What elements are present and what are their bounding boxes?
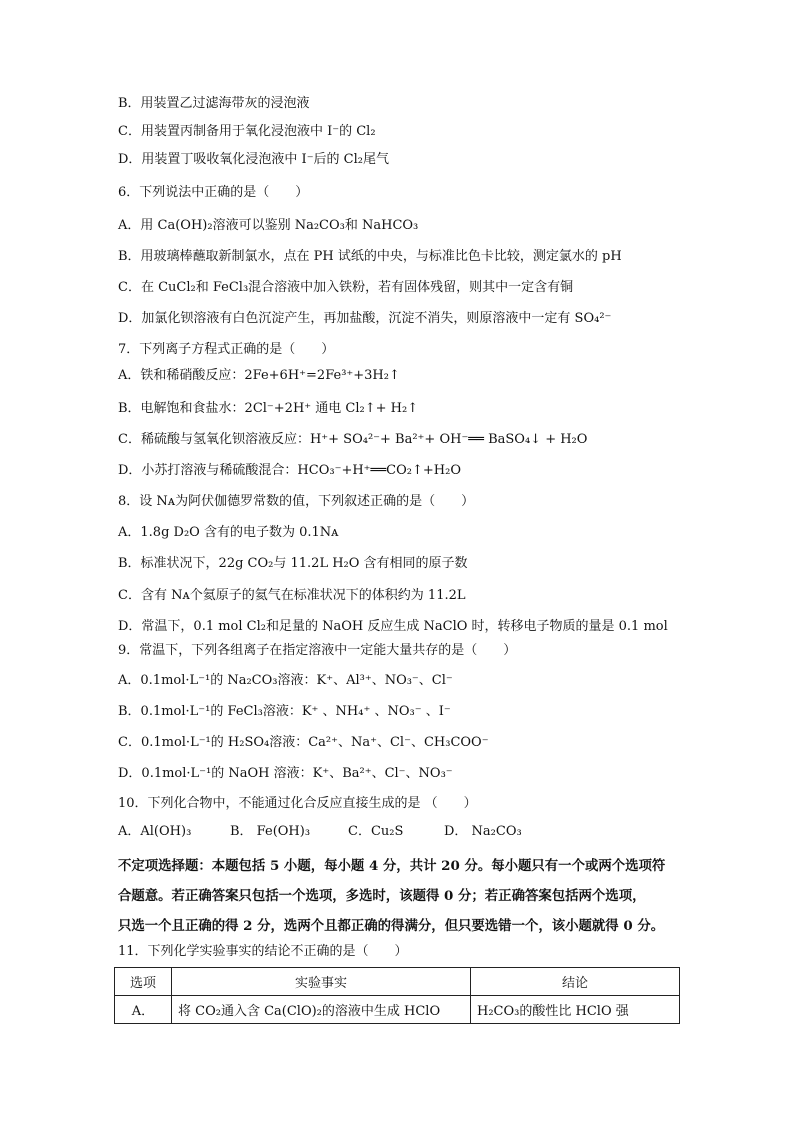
section-instruction-line-1: 不定项选择题：本题包括 5 小题，每小题 4 分，共计 20 分。每小题只有一个或两个选项符 xyxy=(118,858,666,874)
q6-option-d: D．加氯化钡溶液有白色沉淀产生，再加盐酸，沉淀不消失，则原溶液中一定有 SO₄²⁻ xyxy=(118,311,612,326)
table-header-row xyxy=(115,968,680,996)
q11-stem: 11．下列化学实验事实的结论不正确的是（ ） xyxy=(118,944,408,959)
q8-stem: 8．设 Nᴀ为阿伏伽德罗常数的值，下列叙述正确的是（ ） xyxy=(118,494,475,509)
q9-stem: 9．常温下，下列各组离子在指定溶液中一定能大量共存的是（ ） xyxy=(118,643,517,658)
q10-option-d: D． Na₂CO₃ xyxy=(444,824,522,839)
q11-table xyxy=(114,967,680,1024)
q9-option-d: D．0.1mol·L⁻¹的 NaOH 溶液：K⁺、Ba²⁺、Cl⁻、NO₃⁻ xyxy=(118,766,453,781)
q8-option-d: D．常温下，0.1 mol Cl₂和足量的 NaOH 反应生成 NaClO 时，转移电子物质的量是 0.1 mol xyxy=(118,619,668,634)
q10-options xyxy=(118,823,522,841)
q6-stem: 6．下列说法中正确的是（ ） xyxy=(118,185,309,200)
q6-option-a: A．用 Ca(OH)₂溶液可以鉴别 Na₂CO₃和 NaHCO₃ xyxy=(118,218,419,233)
table-row xyxy=(115,996,680,1024)
row-fact: 将 CO₂通入含 Ca(ClO)₂的溶液中生成 HClO xyxy=(172,996,471,1024)
q8-option-a: A．1.8g D₂O 含有的电子数为 0.1Nᴀ xyxy=(118,525,339,540)
q9-option-a: A．0.1mol·L⁻¹的 Na₂CO₃溶液：K⁺、Al³⁺、NO₃⁻、Cl⁻ xyxy=(118,673,453,688)
q7-stem: 7．下列离子方程式正确的是（ ） xyxy=(118,342,335,357)
header-conclusion: 结论 xyxy=(471,968,680,996)
q8-option-b: B．标准状况下，22g CO₂与 11.2L H₂O 含有相同的原子数 xyxy=(118,556,468,571)
q5-option-c: C．用装置丙制备用于氧化浸泡液中 I⁻的 Cl₂ xyxy=(118,124,376,139)
q7-option-b: B．电解饱和食盐水：2Cl⁻+2H⁺ 通电 Cl₂↑+ H₂↑ xyxy=(118,401,419,416)
q8-option-c: C．含有 Nᴀ个氦原子的氦气在标准状况下的体积约为 11.2L xyxy=(118,588,466,603)
header-fact: 实验事实 xyxy=(172,968,471,996)
q9-option-b: B．0.1mol·L⁻¹的 FeCl₃溶液：K⁺ 、NH₄⁺ 、NO₃⁻ 、I⁻ xyxy=(118,704,451,719)
q6-option-b: B．用玻璃棒蘸取新制氯水，点在 PH 试纸的中央，与标准比色卡比较，测定氯水的 pH xyxy=(118,249,622,264)
q5-option-b: B．用装置乙过滤海带灰的浸泡液 xyxy=(118,96,310,111)
q10-stem: 10．下列化合物中，不能通过化合反应直接生成的是 （ ） xyxy=(118,796,477,811)
q9-option-c: C．0.1mol·L⁻¹的 H₂SO₄溶液：Ca²⁺、Na⁺、Cl⁻、CH₃COO⁻ xyxy=(118,735,489,750)
q10-option-c: C．Cu₂S xyxy=(348,824,404,839)
header-option: 选项 xyxy=(115,968,172,996)
q7-option-a: A．铁和稀硝酸反应：2Fe+6H⁺=2Fe³⁺+3H₂↑ xyxy=(118,368,400,383)
row-conclusion: H₂CO₃的酸性比 HClO 强 xyxy=(471,996,680,1024)
row-option: A． xyxy=(115,996,172,1024)
q7-option-d: D．小苏打溶液与稀硫酸混合：HCO₃⁻+H⁺══CO₂↑+H₂O xyxy=(118,463,461,478)
section-instruction-line-2: 合题意。若正确答案只包括一个选项，多选时，该题得 0 分；若正确答案包括两个选项， xyxy=(118,888,646,904)
section-instruction-line-3: 只选一个且正确的得 2 分，选两个且都正确的得满分，但只要选错一个，该小题就得 0 分。 xyxy=(118,918,665,934)
q10-option-a: A．Al(OH)₃ xyxy=(118,824,192,839)
q5-option-d: D．用装置丁吸收氧化浸泡液中 I⁻后的 Cl₂尾气 xyxy=(118,152,390,167)
q6-option-c: C．在 CuCl₂和 FeCl₃混合溶液中加入铁粉，若有固体残留，则其中一定含有铜 xyxy=(118,280,574,295)
q10-option-b: B． Fe(OH)₃ xyxy=(230,824,311,839)
q7-option-c: C．稀硫酸与氢氧化钡溶液反应：H⁺+ SO₄²⁻+ Ba²⁺+ OH⁻══ BaSO₄↓ + H₂O xyxy=(118,432,588,447)
